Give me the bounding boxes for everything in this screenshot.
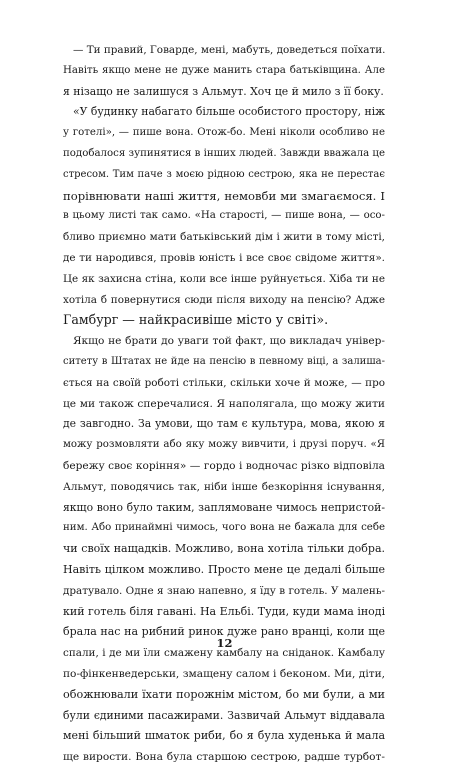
text-line: я нізащо не залишуся з Альмут. Хоч це й мило з її боку. [63, 84, 384, 98]
text-line: ним. Або принаймні чимось, чого вона не бажала для себе [63, 522, 385, 534]
text-line: ще вирости. Вона була старшою сестрою, радше турбот- [63, 751, 385, 764]
text-line: — Ти правий, Говарде, мені, мабуть, доведеться поїхати. [73, 44, 386, 56]
text-line: спали, і де ми їли смажену камбалу на сніданок. Камбалу [63, 647, 385, 660]
text-line: бливо приємно мати батьківський дім і жити в тому місті, [63, 231, 385, 244]
text-line: мені більший шматок риби, бо я була худенька й мала [63, 729, 385, 743]
text-line: ється на своїй роботі стільки, скільки хоче й може, — про [63, 376, 385, 389]
text-line: Альмут, поводячись так, ніби інше безкоріння існування, [63, 480, 385, 493]
text-line: де ти народився, провів юність і все своє свідоме життя». [63, 251, 385, 264]
text-line: брала нас на рибний ринок дуже рано вранці, коли ще [63, 625, 385, 639]
text-line: чи своїх нащадків. Можливо, вона хотіла тільки добра. [63, 542, 385, 556]
text-line: обожнювали їхати порожнім містом, бо ми були, а ми [63, 687, 385, 701]
body-text [63, 40, 385, 768]
text-line: подобалося зупинятися в інших людей. Завжди вважала це [63, 147, 386, 159]
text-line: Це як захисна стіна, коли все інше руйнується. Хіба ти не [63, 272, 385, 285]
page-number: 12 [216, 636, 233, 650]
text-line: були єдиними пасажирами. Зазвичай Альмут віддавала [63, 708, 385, 722]
text-line: «У будинку набагато більше особистого простору, ніж [73, 105, 386, 119]
text-line: Навіть якщо мене не дуже манить стара батьківщина. Але [63, 64, 385, 76]
text-line: по-фінкенведерськи, змащену салом і беконом. Ми, діти, [63, 667, 385, 680]
text-line: кий готель біля гавані. На Ельбі. Туди, куди мама іноді [63, 604, 386, 618]
text-line: Якщо не брати до уваги той факт, що викладач універ- [73, 335, 385, 348]
text-line: можу розмовляти або яку можу вивчити, і друзі поруч. «Я [63, 439, 385, 451]
text-line: бережу своє коріння» — гордо і водночас різко відповіла [63, 459, 385, 472]
text-line: якщо воно було таким, заплямоване чимось непристой- [63, 500, 385, 514]
text-line: ситету в Штатах не йде на пенсію в певному віці, а залиша- [63, 355, 385, 367]
text-line: у готелі», — пише вона. Отож-бо. Мені ніколи особливо не [63, 127, 385, 139]
text-line: Навіть цілком можливо. Просто мене це дедалі більше [63, 562, 385, 576]
text-line: хотіла б повернутися сюди після виходу на пенсію? Адже [63, 293, 385, 306]
text-line: де завгодно. За умови, що там є культура, мова, якою я [63, 417, 385, 431]
text-line: в цьому листі так само. «На старості, — пише вона, — осо- [63, 210, 385, 222]
text-line: Гамбург — найкрасивіше місто у світі». [63, 312, 329, 328]
text-line: це ми також сперечалися. Я наполягала, що можу жити [63, 397, 385, 410]
text-line: дратувало. Одне я знаю напевно, я їду в готель. У малень- [63, 584, 385, 597]
text-line: стресом. Тим паче з моєю рідною сестрою, яка не перестає [63, 168, 385, 180]
text-line: порівнювати наші життя, немовби ми змагаємося. І [63, 188, 385, 203]
